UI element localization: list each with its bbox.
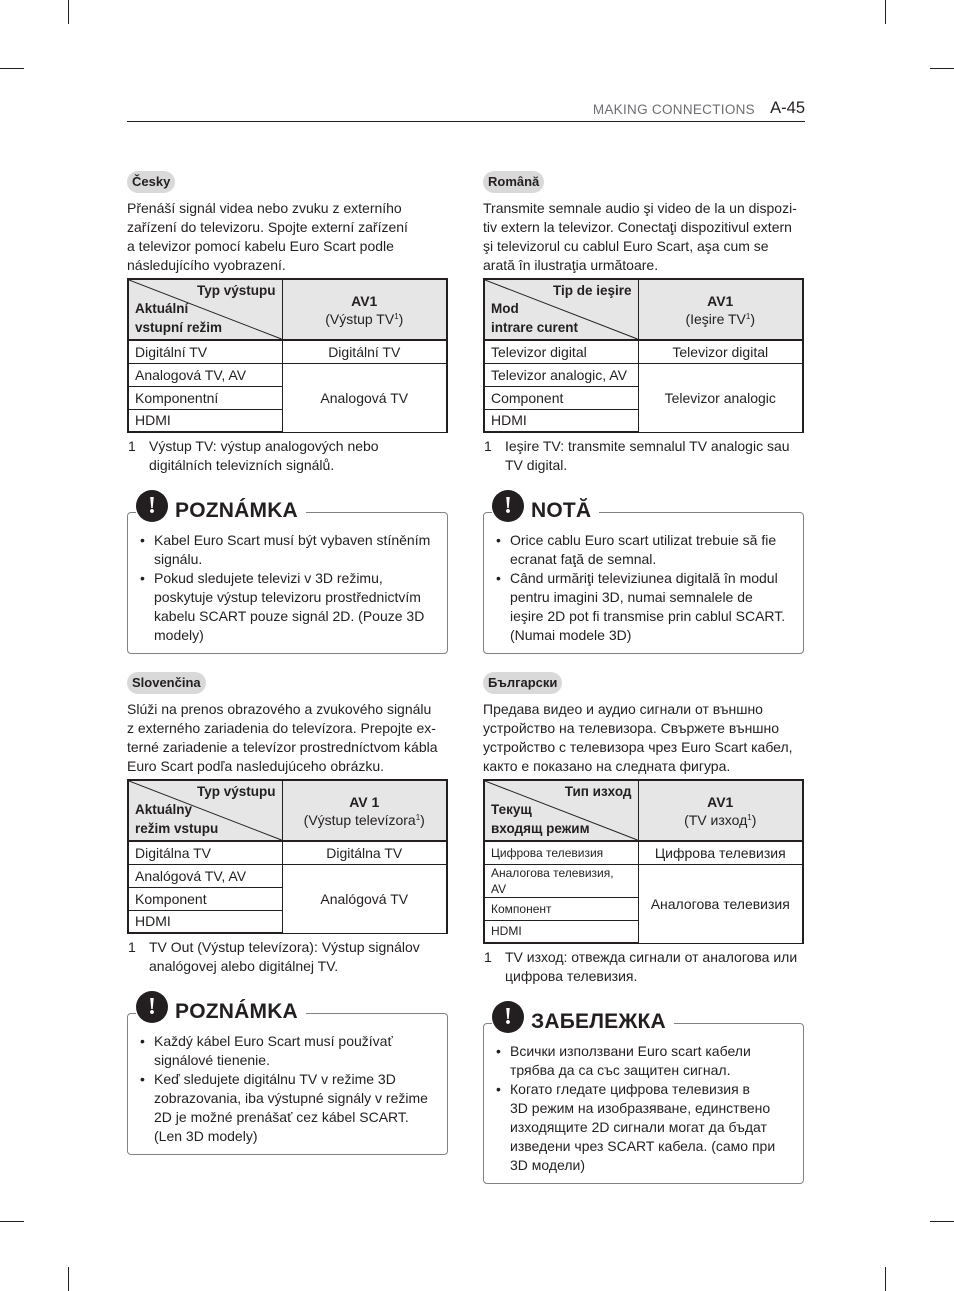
footnote: 1 TV изход: отвежда сигнали от аналогова или цифрова телевизия. <box>484 949 798 984</box>
warning-icon: ! <box>492 1001 524 1033</box>
table-cell: Цифрова телевизия <box>638 841 803 864</box>
block-czech <box>127 171 449 654</box>
input-mode-label: Mod intrare curent <box>491 301 579 335</box>
crop-mark <box>930 68 954 69</box>
input-mode-label: Текущ входящ режим <box>491 802 590 836</box>
table-row-label: HDMI <box>484 409 638 432</box>
list-item: • Pokud sledujete televizi v 3D režimu, poskytuje výstup televizoru prostřednictvím kabelu SCART pouze signál 2D. (Pouze 3D modely) <box>139 569 439 645</box>
table-cell: Televizor digital <box>638 340 803 363</box>
crop-mark <box>885 0 886 24</box>
block-slovak <box>127 672 449 1155</box>
table-cell: Аналогова телевизия <box>638 864 803 943</box>
warning-icon: ! <box>492 490 524 522</box>
note-title: POZNÁMKA <box>175 498 298 522</box>
table-cell: Analógová TV <box>282 864 447 933</box>
crop-mark <box>930 1221 954 1222</box>
table-row-label: Компонент <box>484 897 638 920</box>
language-badge: Slovenčina <box>127 672 206 694</box>
note-box <box>127 493 448 654</box>
table-row-label: Analógová TV, AV <box>128 864 282 887</box>
list-item: • Orice cablu Euro scart utilizat trebuie să fie ecranat faţă de semnal. <box>495 531 795 569</box>
footnote: 1 Ieşire TV: transmite semnalul TV analogic sau TV digital. <box>484 438 790 473</box>
warning-icon: ! <box>136 490 168 522</box>
table-row-label: Televizor digital <box>484 340 638 363</box>
table-row-label: Digitální TV <box>128 340 282 363</box>
table-row-label: Цифрова телевизия <box>484 841 638 864</box>
list-item: • Когато гледате цифрова телевизия в 3D режим на изобразяване, единствено изходящите 2D сигнали могат да бъдат изведени чрез SCART кабела. (само при 3D модели) <box>495 1080 795 1175</box>
table-corner-header <box>484 780 638 841</box>
note-box <box>127 994 448 1155</box>
intro-text: Přenáší signál videa nebo zvuku z externího zařízení do televizoru. Spojte externí zařízení a televizor pomocí kabelu Euro Scart podle následujícího vyobrazení. <box>127 200 408 273</box>
note-title: POZNÁMKA <box>175 999 298 1023</box>
table-cell: Televizor analogic <box>638 363 803 432</box>
note-title: ЗАБЕЛЕЖКА <box>531 1009 666 1033</box>
intro-text: Transmite semnale audio şi video de la un dispozi- tiv extern la televizor. Conectaţi dispozitivul extern şi televizorul cu cablul Euro Scart, aşa cum se arată în ilustraţia următoare. <box>483 200 797 273</box>
note-box <box>483 493 804 654</box>
input-mode-label: Aktuálny režim vstupu <box>135 802 219 836</box>
crop-mark <box>68 1267 69 1291</box>
connection-table <box>483 779 804 944</box>
intro-text: Предава видео и аудио сигнали от външно устройство на телевизора. Свържете външно устройство с телевизора чрез Euro Scart кабел, както е показано на следната фигура. <box>483 701 793 774</box>
table-row-label: HDMI <box>128 910 282 933</box>
av-column-header: AV1 (TV изход$^1$) <box>638 780 803 841</box>
crop-mark <box>0 68 24 69</box>
connection-table <box>127 278 448 433</box>
list-item: • Kabel Euro Scart musí být vybaven stíněním signálu. <box>139 531 439 569</box>
av-column-header: AV 1 (Výstup televízora$^1$) <box>282 780 447 841</box>
list-item: • Keď sledujete digitálnu TV v režime 3D zobrazovania, iba výstupné signály v režime 2D je možné prenášať cez kábel SCART. (Len 3D modely) <box>139 1070 439 1146</box>
table-row-label: Аналогова телевизия, AV <box>484 864 638 897</box>
table-row-label: Komponentní <box>128 386 282 409</box>
table-row-label: Analogová TV, AV <box>128 363 282 386</box>
table-row-label: Component <box>484 386 638 409</box>
crop-mark <box>0 1221 24 1222</box>
language-badge: Български <box>483 672 562 694</box>
output-type-label: Tip de ieşire <box>552 283 632 298</box>
language-badge: Česky <box>127 171 175 193</box>
crop-mark <box>885 1267 886 1291</box>
list-item: • Každý kábel Euro Scart musí používať signálové tienenie. <box>139 1032 439 1070</box>
table-row-label: Televizor analogic, AV <box>484 363 638 386</box>
note-box <box>483 1004 804 1184</box>
output-type-label: Тип изход <box>564 784 632 799</box>
language-badge: Română <box>483 171 544 193</box>
table-corner-header <box>484 279 638 340</box>
list-item: • Всички използвани Euro scart кабели трябва да са със защитен сигнал. <box>495 1042 795 1080</box>
output-type-label: Typ výstupu <box>196 283 276 298</box>
crop-mark <box>68 0 69 24</box>
page-number: A-45 <box>770 99 805 117</box>
av-column-header: AV1 (Ieşire $TV^1$) <box>638 279 803 340</box>
table-row-label: Komponent <box>128 887 282 910</box>
page-header <box>127 100 805 122</box>
warning-icon: ! <box>136 991 168 1023</box>
table-cell: Digitálna TV <box>282 841 447 864</box>
table-cell: Analogová TV <box>282 363 447 432</box>
input-mode-label: Aktuální vstupní režim <box>135 301 223 335</box>
block-bulgarian <box>483 672 805 1184</box>
list-item: • Când urmăriţi televiziunea digitală în modul pentru imagini 3D, numai semnalele de ieşire 2D pot fi transmise prin cablul SCART. (Numai modele 3D) <box>495 569 795 645</box>
block-romanian <box>483 171 805 654</box>
table-row-label: HDMI <box>128 409 282 432</box>
footnote: 1 TV Out (Výstup televízora): Výstup signálov analógovej alebo digitálnej TV. <box>128 939 420 974</box>
table-cell: Digitální TV <box>282 340 447 363</box>
table-corner-header <box>128 780 282 841</box>
footnote: 1 Výstup TV: výstup analogových nebo digitálních televizních signálů. <box>128 438 379 473</box>
connection-table <box>483 278 804 433</box>
table-corner-header <box>128 279 282 340</box>
note-title: NOTĂ <box>531 498 592 522</box>
table-row-label: Digitálna TV <box>128 841 282 864</box>
connection-table <box>127 779 448 934</box>
av-column-header: AV1 (Výstup $TV^1$) <box>282 279 447 340</box>
section-title: MAKING CONNECTIONS <box>592 102 755 117</box>
output-type-label: Typ výstupu <box>196 784 276 799</box>
table-row-label: HDMI <box>484 920 638 943</box>
intro-text: Slúži na prenos obrazového a zvukového signálu z externého zariadenia do televízora. Prepojte ex- terné zariadenie a televízor prostredníctvom kábla Euro Scart podľa nasledujúceho obrázku. <box>127 701 438 774</box>
